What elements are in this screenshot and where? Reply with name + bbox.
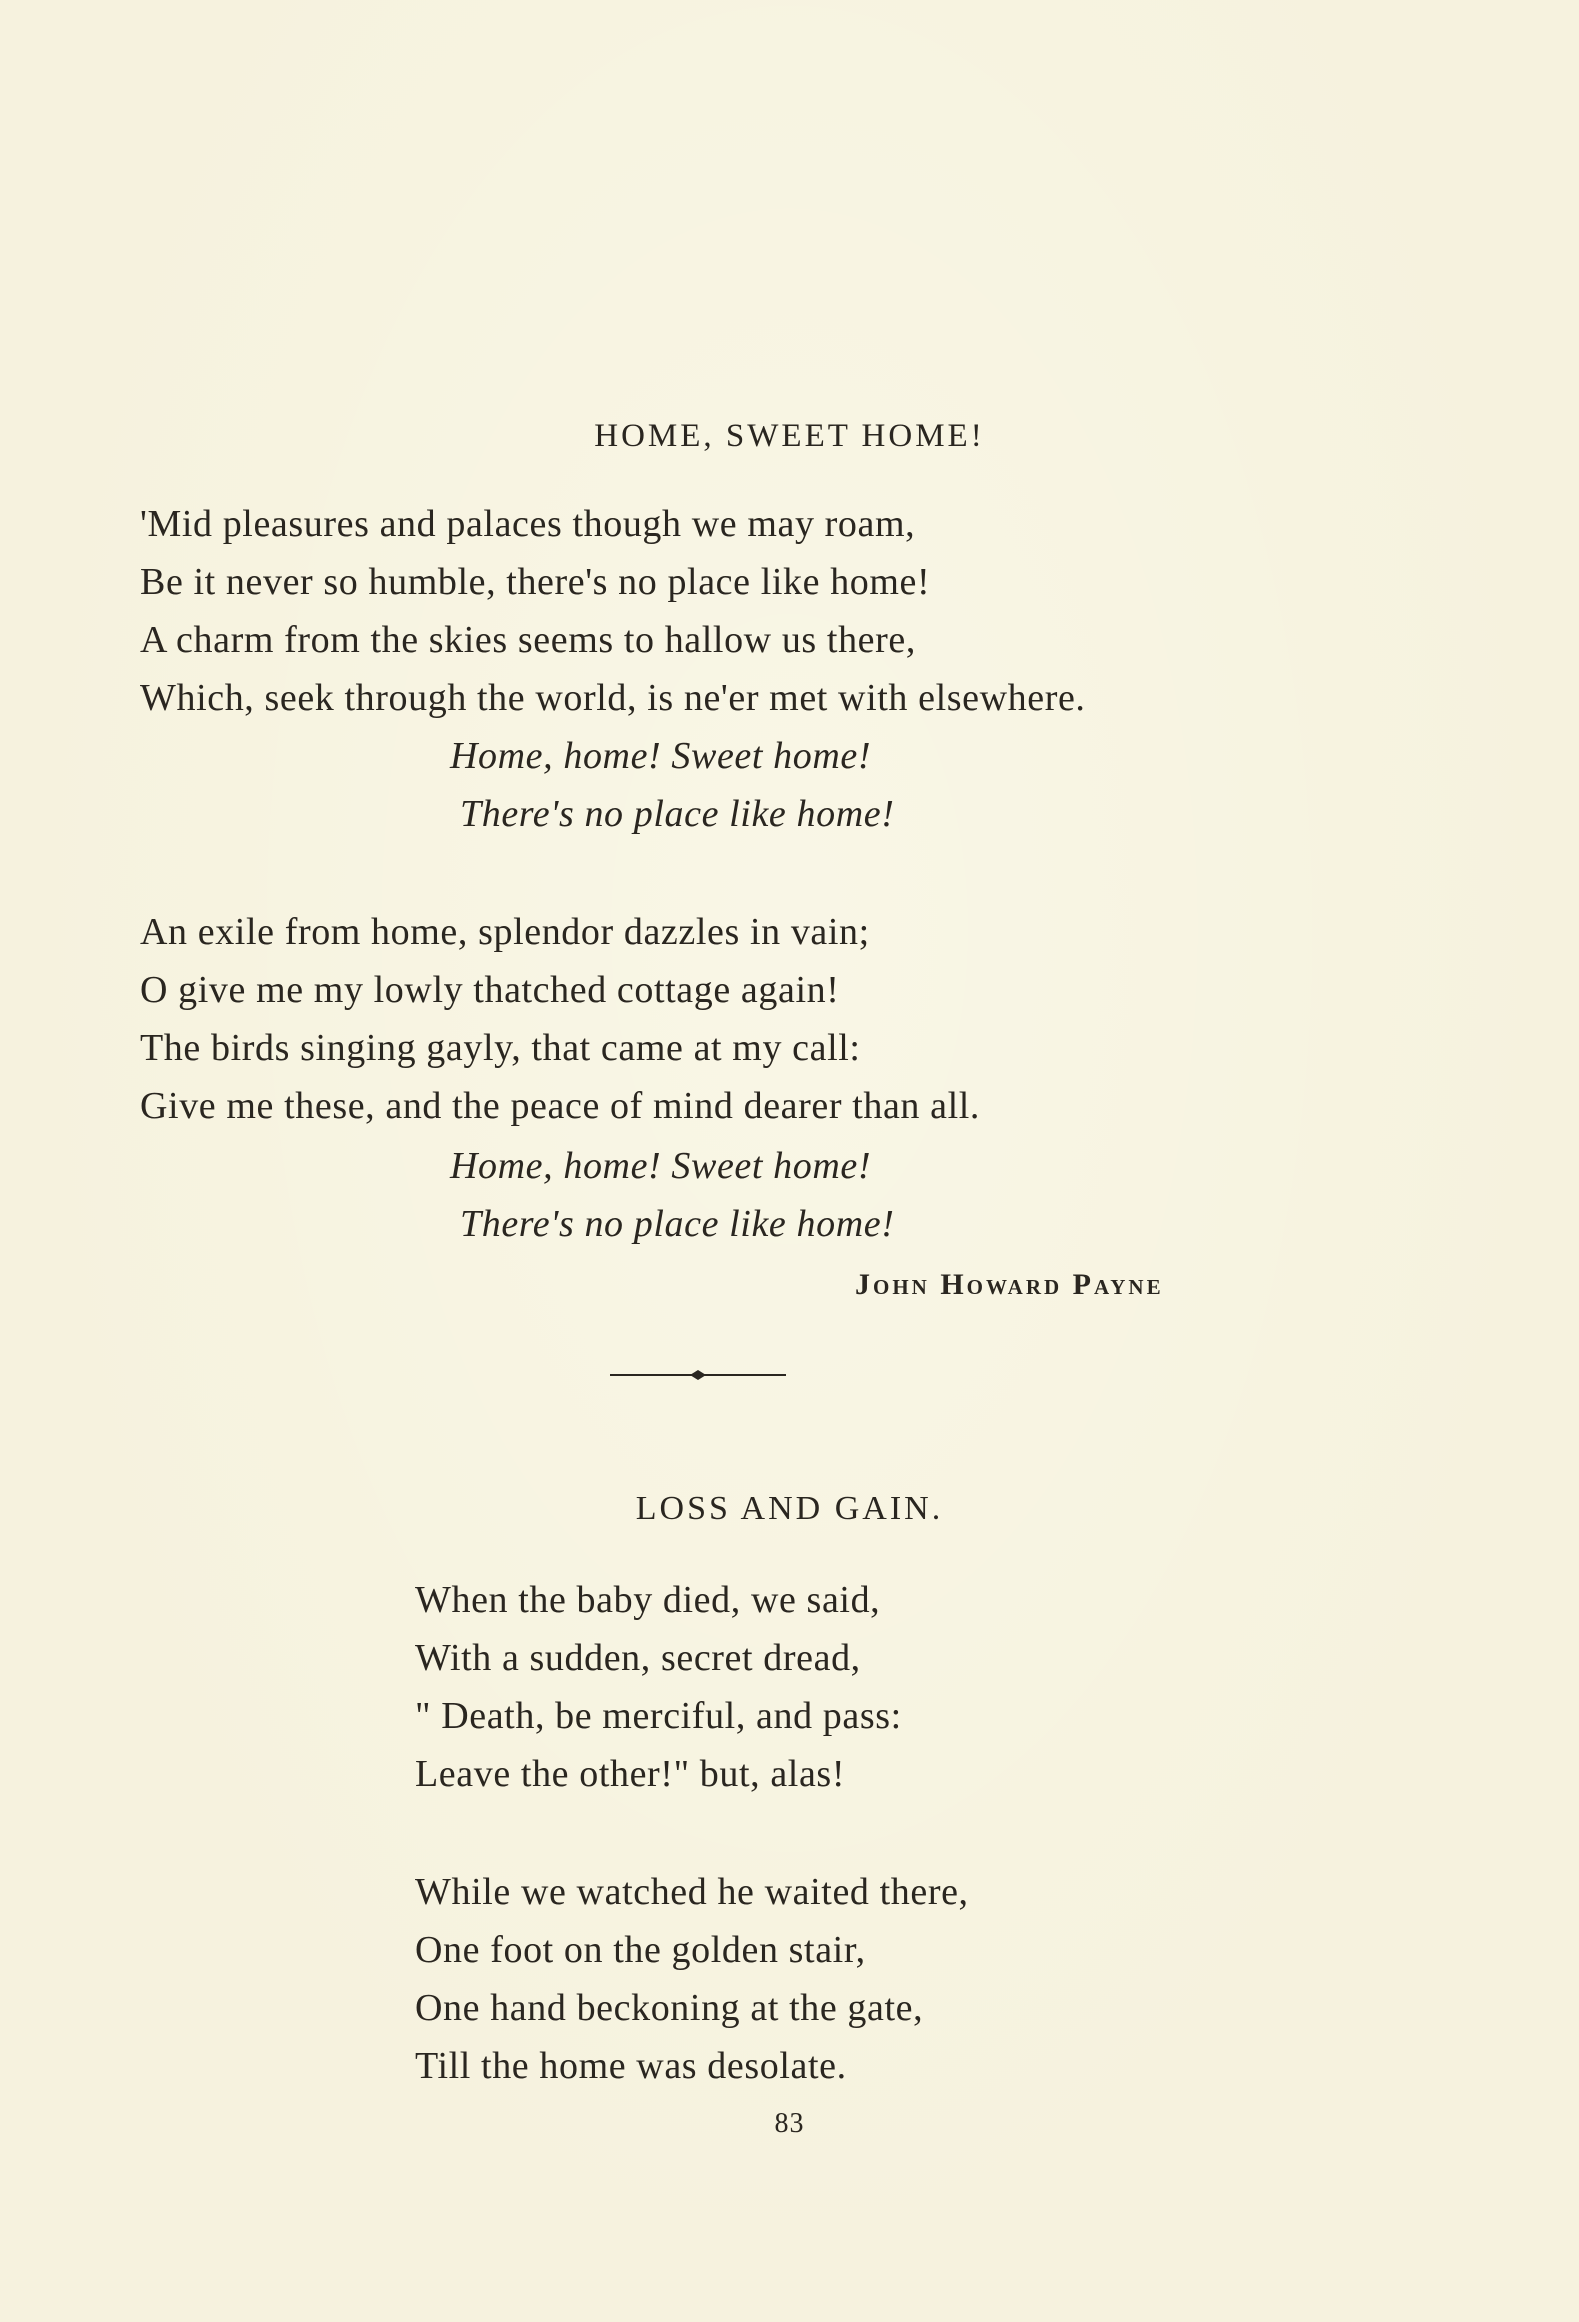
poem1-stanza2-line4: Give me these, and the peace of mind dearer than all. — [140, 1085, 981, 1127]
poem1-stanza1-line4: Which, seek through the world, is ne'er met with elsewhere. — [140, 677, 1086, 719]
poem1-author: John Howard Payne — [855, 1268, 1164, 1301]
poem-title-loss-and-gain: LOSS AND GAIN. — [635, 1490, 944, 1527]
poem-title-home-sweet-home: HOME, SWEET HOME! — [594, 418, 985, 454]
poem2-stanza2-line4: Till the home was desolate. — [415, 2045, 847, 2087]
poem1-stanza2-line2: O give me my lowly thatched cottage again! — [140, 969, 840, 1011]
poem2-stanza1-line1: When the baby died, we said, — [415, 1579, 881, 1621]
poem1-stanza1-line3: A charm from the skies seems to hallow us there, — [140, 619, 916, 661]
poem1-stanza1-line1: 'Mid pleasures and palaces though we may roam, — [140, 503, 916, 545]
page-number: 83 — [774, 2108, 805, 2139]
poem2-stanza1-line3: " Death, be merciful, and pass: — [415, 1695, 902, 1737]
poem1-stanza2-line1: An exile from home, splendor dazzles in vain; — [140, 911, 870, 953]
poem2-stanza2-line2: One foot on the golden stair, — [415, 1929, 866, 1971]
poem1-refrain2-line1: Home, home! Sweet home! — [450, 1145, 872, 1187]
poem1-refrain1-line1: Home, home! Sweet home! — [450, 735, 872, 777]
poem2-stanza2-line3: One hand beckoning at the gate, — [415, 1987, 924, 2029]
section-divider — [610, 1369, 786, 1381]
poem1-refrain1-line2: There's no place like home! — [460, 793, 895, 835]
poem1-stanza2-line3: The birds singing gayly, that came at my call: — [140, 1027, 861, 1069]
poem1-refrain2-line2: There's no place like home! — [460, 1203, 895, 1245]
poem2-stanza1-line2: With a sudden, secret dread, — [415, 1637, 861, 1679]
poem2-stanza2-line1: While we watched he waited there, — [415, 1871, 969, 1913]
poem2-stanza1-line4: Leave the other!" but, alas! — [415, 1753, 846, 1795]
poem1-stanza1-line2: Be it never so humble, there's no place like home! — [140, 561, 931, 603]
